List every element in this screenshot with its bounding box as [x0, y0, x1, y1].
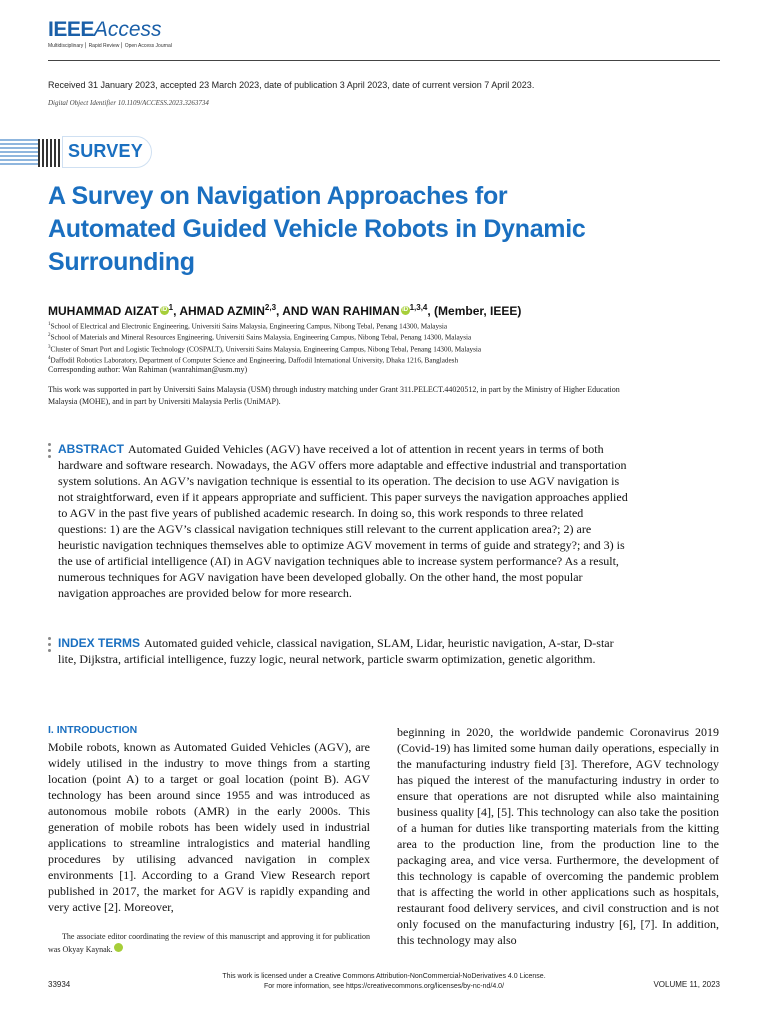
journal-masthead [48, 18, 172, 49]
received-dates: Received 31 January 2023, accepted 23 March 2023, date of publication 3 April 2023, date of current version 7 April 2023. [48, 80, 535, 90]
right-column [397, 724, 719, 948]
paper-title: A Survey on Navigation Approaches for Automated Guided Vehicle Robots in Dynamic Surrounding [48, 182, 586, 276]
abstract-label: ABSTRACT [58, 442, 124, 456]
banner-stripes-decoration [0, 139, 38, 167]
affiliation-item [48, 331, 481, 342]
section-heading-introduction: I. INTRODUCTION [48, 724, 138, 736]
banner-bars-decoration [38, 139, 62, 167]
author-name: AHMAD AZMIN [179, 304, 265, 318]
orcid-icon[interactable]: iD [114, 943, 123, 952]
index-terms [58, 635, 630, 667]
orcid-icon[interactable]: iD [161, 307, 168, 313]
page-number: 33934 [48, 980, 71, 989]
abstract-dots-decoration [48, 443, 51, 461]
affiliation-item [48, 343, 481, 354]
author-list [48, 303, 521, 318]
article-type-label: SURVEY [68, 141, 143, 161]
orcid-icon[interactable]: iD [402, 307, 409, 313]
funding-statement: This work was supported in part by Universiti Sains Malaysia (USM) through industry matching under Grant 311.PELECT.44020512, in part by the Ministry of Higher Education Malaysia (MOHE), and in part by Universiti Malaysia Perlis (UniMAP). [48, 385, 620, 406]
author-name: MUHAMMAD AIZAT [48, 304, 159, 318]
left-column [48, 724, 370, 915]
license-line: This work is licensed under a Creative Commons Attribution-NonCommercial-NoDerivatives 4.0 License. [222, 973, 546, 980]
affiliation-text: Daffodil Robotics Laboratory, Department of Computer Science and Engineering, Daffodil International University, Dhaka 1216, Bangladesh [50, 356, 459, 365]
author-affil-marker: 2,3 [264, 303, 277, 312]
index-terms-label: INDEX TERMS [58, 636, 141, 650]
affiliation-item [48, 320, 481, 331]
author-separator: , [173, 304, 180, 318]
affiliation-number: 3 [48, 344, 51, 350]
doi-line: Digital Object Identifier 10.1109/ACCESS.2023.3263734 [48, 99, 209, 107]
author-affil-marker: 1 [168, 303, 174, 312]
ieee-access-logo [48, 18, 172, 42]
affiliation-number: 2 [48, 333, 51, 339]
index-terms-dots-decoration [48, 637, 51, 655]
article-type-banner [0, 136, 160, 170]
author-separator: , AND [276, 304, 312, 318]
author-membership: , (Member, IEEE) [427, 304, 522, 318]
affiliation-text: School of Materials and Mineral Resources Engineering, Universiti Sains Malaysia, Engineering Campus, Nibong Tebal, Penang 14300, Malaysia [50, 333, 472, 342]
author-affil-marker: 1,3,4 [409, 303, 428, 312]
affiliation-text: Cluster of Smart Port and Logistic Technology (COSPALT), Universiti Sains Malaysia, Engineering Campus, Nibong Tebal, Penang 14300, Malaysia [50, 345, 482, 354]
author-name: WAN RAHIMAN [311, 304, 400, 318]
abstract [58, 441, 630, 601]
license-link[interactable]: For more information, see https://creativecommons.org/licenses/by-nc-nd/4.0/ [263, 983, 505, 990]
volume-label: VOLUME 11, 2023 [653, 980, 720, 989]
affiliations [48, 320, 481, 366]
affiliation-number: 4 [48, 356, 51, 362]
journal-tagline: Multidisciplinary ⎜ Rapid Review ⎜ Open Access Journal [48, 43, 172, 49]
introduction-text-left: Mobile robots, known as Automated Guided Vehicles (AGV), are widely utilised in the industry to move things from a starting location (point A) to a target or goal location (point B). AGV technology has been around since 1955 and was introduced as autonomous mobile robots (AMR) in the early 2000s. This generation of mobile robots has been widely used in industrial applications to streamline intralogistics and material handling procedures by utilising advanced navigation in complex environments [1]. According to a Grand View Research report published in 2017, the market for AGV is rapidly expanding and very active [2]. Moreover, [48, 740, 370, 914]
affiliation-number: 1 [48, 322, 51, 327]
editor-footnote [48, 930, 370, 956]
affiliation-text: School of Electrical and Electronic Engineering, Universiti Sains Malaysia, Engineering Campus, Nibong Tebal, Penang 14300, Malaysia [50, 322, 448, 331]
header-divider [48, 60, 720, 61]
footnote-text: The associate editor coordinating the review of this manuscript and approving it for publication was Okyay Kaynak. [48, 932, 370, 954]
logo-access: Access [93, 18, 162, 41]
abstract-text: Automated Guided Vehicles (AGV) have received a lot of attention in recent years in terms of both hardware and software research. Nowadays, the AGV offers more adaptable and effective industrial and transportation system solutions. An AGV’s navigation technique is essential to its operation. The decision to use AGV navigation is not straightforward, even if it appears appropriate and sufficient. This paper surveys the navigation approaches applied to AGV in the past five years of published academic research. In doing so, this work responds to three related questions: 1) are the AGV’s classical navigation techniques still relevant to the current application area?; 2) are heuristic navigation techniques themselves able to optimize AGV movement in terms of guide and strategy?; and 3) is the use of artificial intelligence (AI) in AGV navigation techniques able to increase system performance? As a result, numerous techniques for AGV navigation have been developed globally. On the other hand, the most popular navigation approaches are provided below for more research. [58, 442, 628, 600]
corresponding-author: Corresponding author: Wan Rahiman (wanrahiman@usm.my) [48, 365, 248, 374]
affiliation-item [48, 354, 481, 365]
index-terms-text: Automated guided vehicle, classical navigation, SLAM, Lidar, heuristic navigation, A-star, D-star lite, Dijkstra, artificial intelligence, fuzzy logic, neural network, particle swarm optimization, genetic algorithm. [58, 636, 614, 666]
introduction-text-right: beginning in 2020, the worldwide pandemic Coronavirus 2019 (Covid-19) has limited some human daily operations, especially in the manufacturing industry field [3]. Therefore, AGV technology has piqued the interest of the manufacturing industry in order to ensure that operations are not disrupted while also maintaining business quality [4], [5]. This technology can also take the position of a human for duties like transporting materials from the kitting area to the production line, from the production line to the packaging area, and vice versa. Furthermore, the development of this technology is capable of overcoming the pandemic problem that is affecting the world in other applications such as hospitals, restaurant food delivery services, and civil construction and is not only focused on the manufacturing industry [6], [7]. In addition, this technology may also [397, 725, 719, 947]
logo-ieee: IEEE [48, 18, 94, 41]
